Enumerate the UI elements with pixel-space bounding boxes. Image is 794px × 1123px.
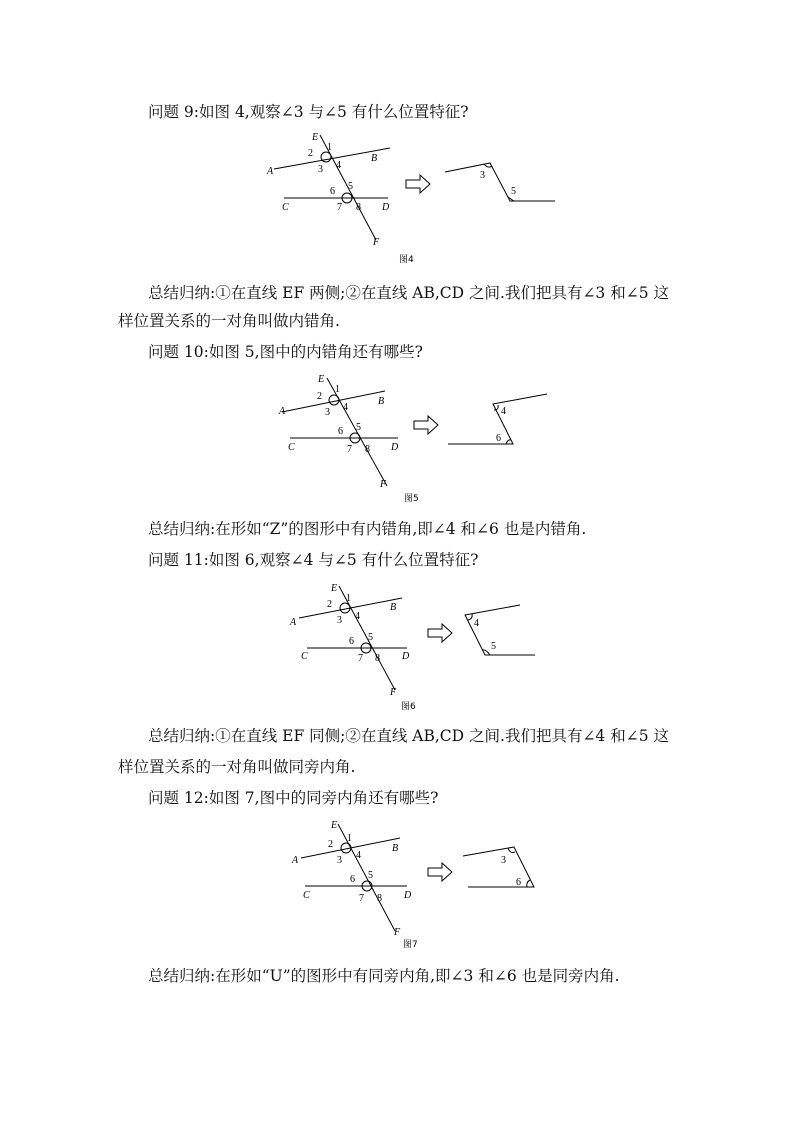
label-angle-6: 6 (330, 186, 335, 197)
summary-9-line-1: 总结归纳:①在直线 EF 两侧;②在直线 AB,CD 之间.我们把具有∠3 和∠5 这 (148, 284, 669, 302)
label-angle-2: 2 (308, 148, 313, 159)
right-arrow-icon (414, 416, 438, 434)
label-angle-1: 1 (346, 593, 351, 604)
right-arrow-icon (406, 175, 430, 193)
label-angle-8: 8 (375, 653, 380, 664)
figure-caption: 图6 (401, 702, 416, 712)
label-angle-2: 2 (327, 599, 332, 610)
label-b: B (392, 843, 399, 854)
label-d: D (402, 651, 410, 662)
figure-caption: 图5 (404, 494, 419, 504)
label-d: D (404, 890, 412, 901)
label-angle-4: 4 (336, 160, 341, 171)
shape-angle-b: 6 (516, 877, 521, 888)
label-angle-5: 5 (348, 181, 353, 192)
label-e: E (312, 132, 319, 143)
shape-angle-a: 4 (501, 406, 506, 417)
label-angle-8: 8 (377, 893, 382, 904)
angle-mark-top (321, 152, 331, 162)
summary-12-text: 总结归纳:在形如“U”的图形中有同旁内角,即∠3 和∠6 也是同旁内角. (148, 967, 620, 985)
label-angle-1: 1 (347, 833, 352, 844)
label-c: C (301, 651, 308, 662)
label-a: A (292, 855, 299, 866)
label-b: B (371, 153, 378, 164)
figure-5 (270, 370, 570, 510)
problem-10-text: 问题 10:如图 5,图中的内错角还有哪些? (148, 343, 423, 361)
label-angle-6: 6 (338, 426, 343, 437)
label-angle-4: 4 (356, 850, 361, 861)
label-angle-5: 5 (368, 632, 373, 643)
label-b: B (378, 396, 385, 407)
summary-9-line-2: 样位置关系的一对角叫做内错角. (118, 312, 340, 330)
label-angle-6: 6 (350, 874, 355, 885)
problem-11-text: 问题 11:如图 6,观察∠4 与∠5 有什么位置特征? (148, 551, 479, 569)
summary-10-text: 总结归纳:在形如“Z”的图形中有内错角,即∠4 和∠6 也是内错角. (148, 520, 587, 538)
label-angle-4: 4 (355, 611, 360, 622)
shape-angle-b: 5 (511, 186, 516, 197)
label-angle-5: 5 (368, 870, 373, 881)
label-angle-5: 5 (356, 422, 361, 433)
label-angle-2: 2 (317, 391, 322, 402)
label-angle-7: 7 (337, 202, 342, 213)
right-arrow-icon (428, 863, 452, 881)
label-d: D (382, 202, 390, 213)
label-angle-2: 2 (328, 839, 333, 850)
label-f: F (394, 927, 401, 938)
line-ab (282, 391, 385, 412)
figure-caption: 图4 (399, 255, 414, 265)
label-angle-4: 4 (343, 402, 348, 413)
summary-11-line-1: 总结归纳:①在直线 EF 同侧;②在直线 AB,CD 之间.我们把具有∠4 和∠5 这 (148, 727, 669, 745)
label-angle-1: 1 (327, 142, 332, 153)
label-c: C (282, 202, 289, 213)
problem-12-text: 问题 12:如图 7,图中的同旁内角还有哪些? (148, 789, 439, 807)
label-e: E (318, 374, 325, 385)
label-angle-7: 7 (347, 444, 352, 455)
label-a: A (290, 617, 297, 628)
label-f: F (373, 237, 380, 248)
label-c: C (288, 442, 295, 453)
label-angle-8: 8 (356, 202, 361, 213)
figure-7 (286, 816, 586, 956)
label-angle-7: 7 (359, 893, 364, 904)
label-angle-7: 7 (358, 653, 363, 664)
label-e: E (331, 583, 338, 594)
label-angle-1: 1 (335, 384, 340, 395)
label-c: C (303, 890, 310, 901)
label-angle-8: 8 (365, 444, 370, 455)
figure-caption: 图7 (403, 940, 418, 950)
figure-4 (262, 128, 562, 268)
label-a: A (279, 406, 286, 417)
label-angle-3: 3 (337, 855, 342, 866)
shape-angle-a: 4 (474, 618, 479, 629)
label-angle-3: 3 (318, 164, 323, 175)
angle-mark-top (329, 395, 339, 405)
u-shape-diagram (465, 605, 535, 655)
figure-6 (282, 578, 582, 718)
problem-9-text: 问题 9:如图 4,观察∠3 与∠5 有什么位置特征? (148, 103, 469, 121)
label-angle-3: 3 (325, 407, 330, 418)
label-d: D (391, 442, 399, 453)
label-b: B (390, 602, 397, 613)
right-arrow-icon (428, 624, 452, 642)
label-f: F (380, 479, 387, 490)
z-shape-diagram (445, 163, 555, 201)
u-shape-diagram (463, 847, 534, 887)
label-e: E (331, 820, 338, 831)
summary-11-line-2: 样位置关系的一对角叫做同旁内角. (118, 758, 356, 776)
label-f: F (390, 687, 397, 698)
shape-angle-a: 3 (480, 170, 485, 181)
label-angle-3: 3 (337, 615, 342, 626)
label-angle-6: 6 (349, 636, 354, 647)
shape-angle-b: 6 (496, 433, 501, 444)
shape-angle-b: 5 (491, 641, 496, 652)
shape-angle-a: 3 (501, 855, 506, 866)
label-a: A (267, 166, 274, 177)
